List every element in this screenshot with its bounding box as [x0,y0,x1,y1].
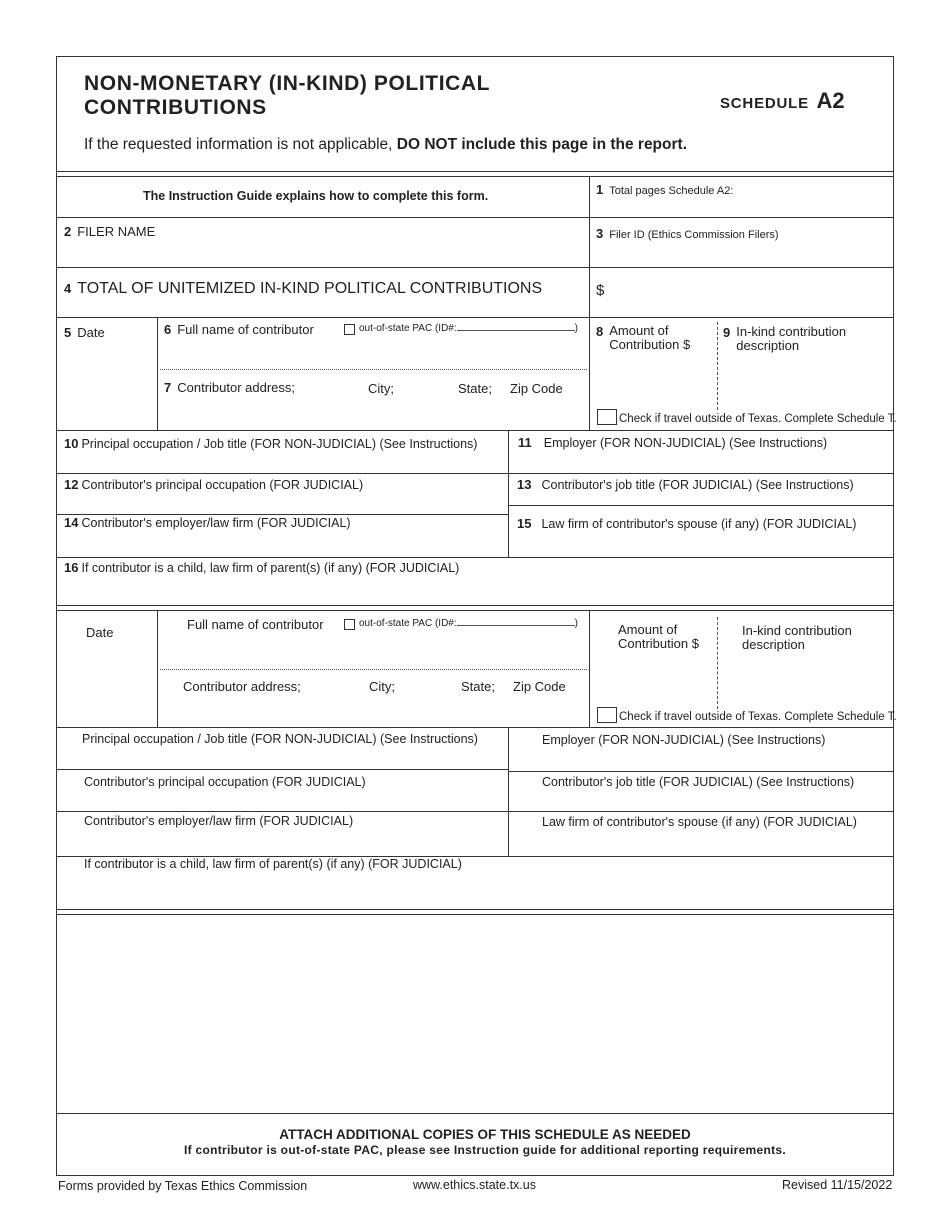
field-4-currency: $ [596,282,605,299]
entry2-field-12[interactable]: Contributor's principal occupation (FOR JUDICIAL) [84,775,366,789]
entry2-date-label: Date [86,625,114,640]
entry1-travel-label: Check if travel outside of Texas. Complete Schedule T. [619,413,897,425]
entry2-field-13[interactable]: Contributor's job title (FOR JUDICIAL) (See Instructions) [542,775,855,789]
entry1-contributor-name[interactable]: 6 Full name of contributor [164,322,314,337]
entry1-amount[interactable]: 8 Amount of Contribution $ [596,323,691,352]
entry2-address[interactable]: Contributor address; [183,679,301,694]
entry1-pac-id[interactable]: out-of-state PAC (ID#: ) [359,323,578,334]
entry2-state: State; [461,679,495,694]
entry1-zip: Zip Code [510,381,563,396]
entry2-zip: Zip Code [513,679,566,694]
entry1-pac-checkbox[interactable] [344,324,355,335]
entry2-field-16[interactable]: If contributor is a child, law firm of parent(s) (if any) (FOR JUDICIAL) [84,857,462,871]
attach-copies-note: ATTACH ADDITIONAL COPIES OF THIS SCHEDULE AS NEEDED [279,1127,691,1142]
entry2-amount[interactable]: Amount of Contribution $ [618,622,699,651]
field-3-filer-id[interactable]: 3 Filer ID (Ethics Commission Filers) [596,226,779,241]
entry2-pac-checkbox[interactable] [344,619,355,630]
entry2-field-15[interactable]: Law firm of contributor's spouse (if any) (FOR JUDICIAL) [542,815,857,829]
entry1-field-10[interactable]: 10 Principal occupation / Job title (FOR NON-JUDICIAL) (See Instructions) [64,436,478,451]
entry1-field-15[interactable]: 15 Law firm of contributor's spouse (if any) (FOR JUDICIAL) [517,516,857,531]
entry1-state: State; [458,381,492,396]
field-2-filer-name[interactable]: 2 FILER NAME [64,224,156,239]
field-4-unitemized-total[interactable]: 4 TOTAL OF UNITEMIZED IN-KIND POLITICAL CONTRIBUTIONS [64,280,543,297]
entry2-field-14[interactable]: Contributor's employer/law firm (FOR JUDICIAL) [84,814,354,828]
pac-reporting-note: If contributor is out-of-state PAC, please see Instruction guide for additional reporting requirements. [183,1143,787,1157]
entry2-pac-id[interactable]: out-of-state PAC (ID#: ) [359,618,578,629]
entry2-field-10[interactable]: Principal occupation / Job title (FOR NON-JUDICIAL) (See Instructions) [82,732,478,746]
entry2-travel-checkbox[interactable] [597,707,617,723]
entry1-travel-checkbox[interactable] [597,409,617,425]
entry2-city: City; [369,679,395,694]
entry2-field-11[interactable]: Employer (FOR NON-JUDICIAL) (See Instructions) [542,733,826,747]
instruction-note: The Instruction Guide explains how to complete this form. [143,189,489,203]
entry1-field-16[interactable]: 16 If contributor is a child, law firm of parent(s) (if any) (FOR JUDICIAL) [64,560,460,575]
entry1-field-12[interactable]: 12 Contributor's principal occupation (FOR JUDICIAL) [64,477,364,492]
entry1-address[interactable]: 7 Contributor address; [164,380,296,395]
entry1-date-label: 5 Date [64,325,105,340]
field-1-total-pages[interactable]: 1 Total pages Schedule A2: [596,182,734,197]
entry1-field-13[interactable]: 13 Contributor's job title (FOR JUDICIAL) (See Instructions) [517,477,854,492]
schedule-label: SCHEDULE A2 [720,88,845,113]
notice-text: If the requested information is not applicable, DO NOT include this page in the report. [84,136,687,153]
entry2-description[interactable]: In-kind contribution description [742,623,852,652]
entry2-travel-label: Check if travel outside of Texas. Complete Schedule T. [619,711,897,723]
footer-revised: Revised 11/15/2022 [782,1178,893,1192]
footer-website[interactable]: www.ethics.state.tx.us [413,1178,536,1192]
footer-provider: Forms provided by Texas Ethics Commission [58,1179,308,1193]
form-title: NON-MONETARY (IN-KIND) POLITICAL CONTRIBUTIONS [84,72,491,119]
entry1-field-11[interactable]: 11 Employer (FOR NON-JUDICIAL) (See Instructions) [518,435,828,450]
form-frame [56,56,894,1176]
entry1-description[interactable]: 9 In-kind contribution description [723,324,847,353]
entry1-field-14[interactable]: 14 Contributor's employer/law firm (FOR JUDICIAL) [64,515,351,530]
entry2-contributor-name[interactable]: Full name of contributor [187,617,324,632]
entry1-city: City; [368,381,394,396]
